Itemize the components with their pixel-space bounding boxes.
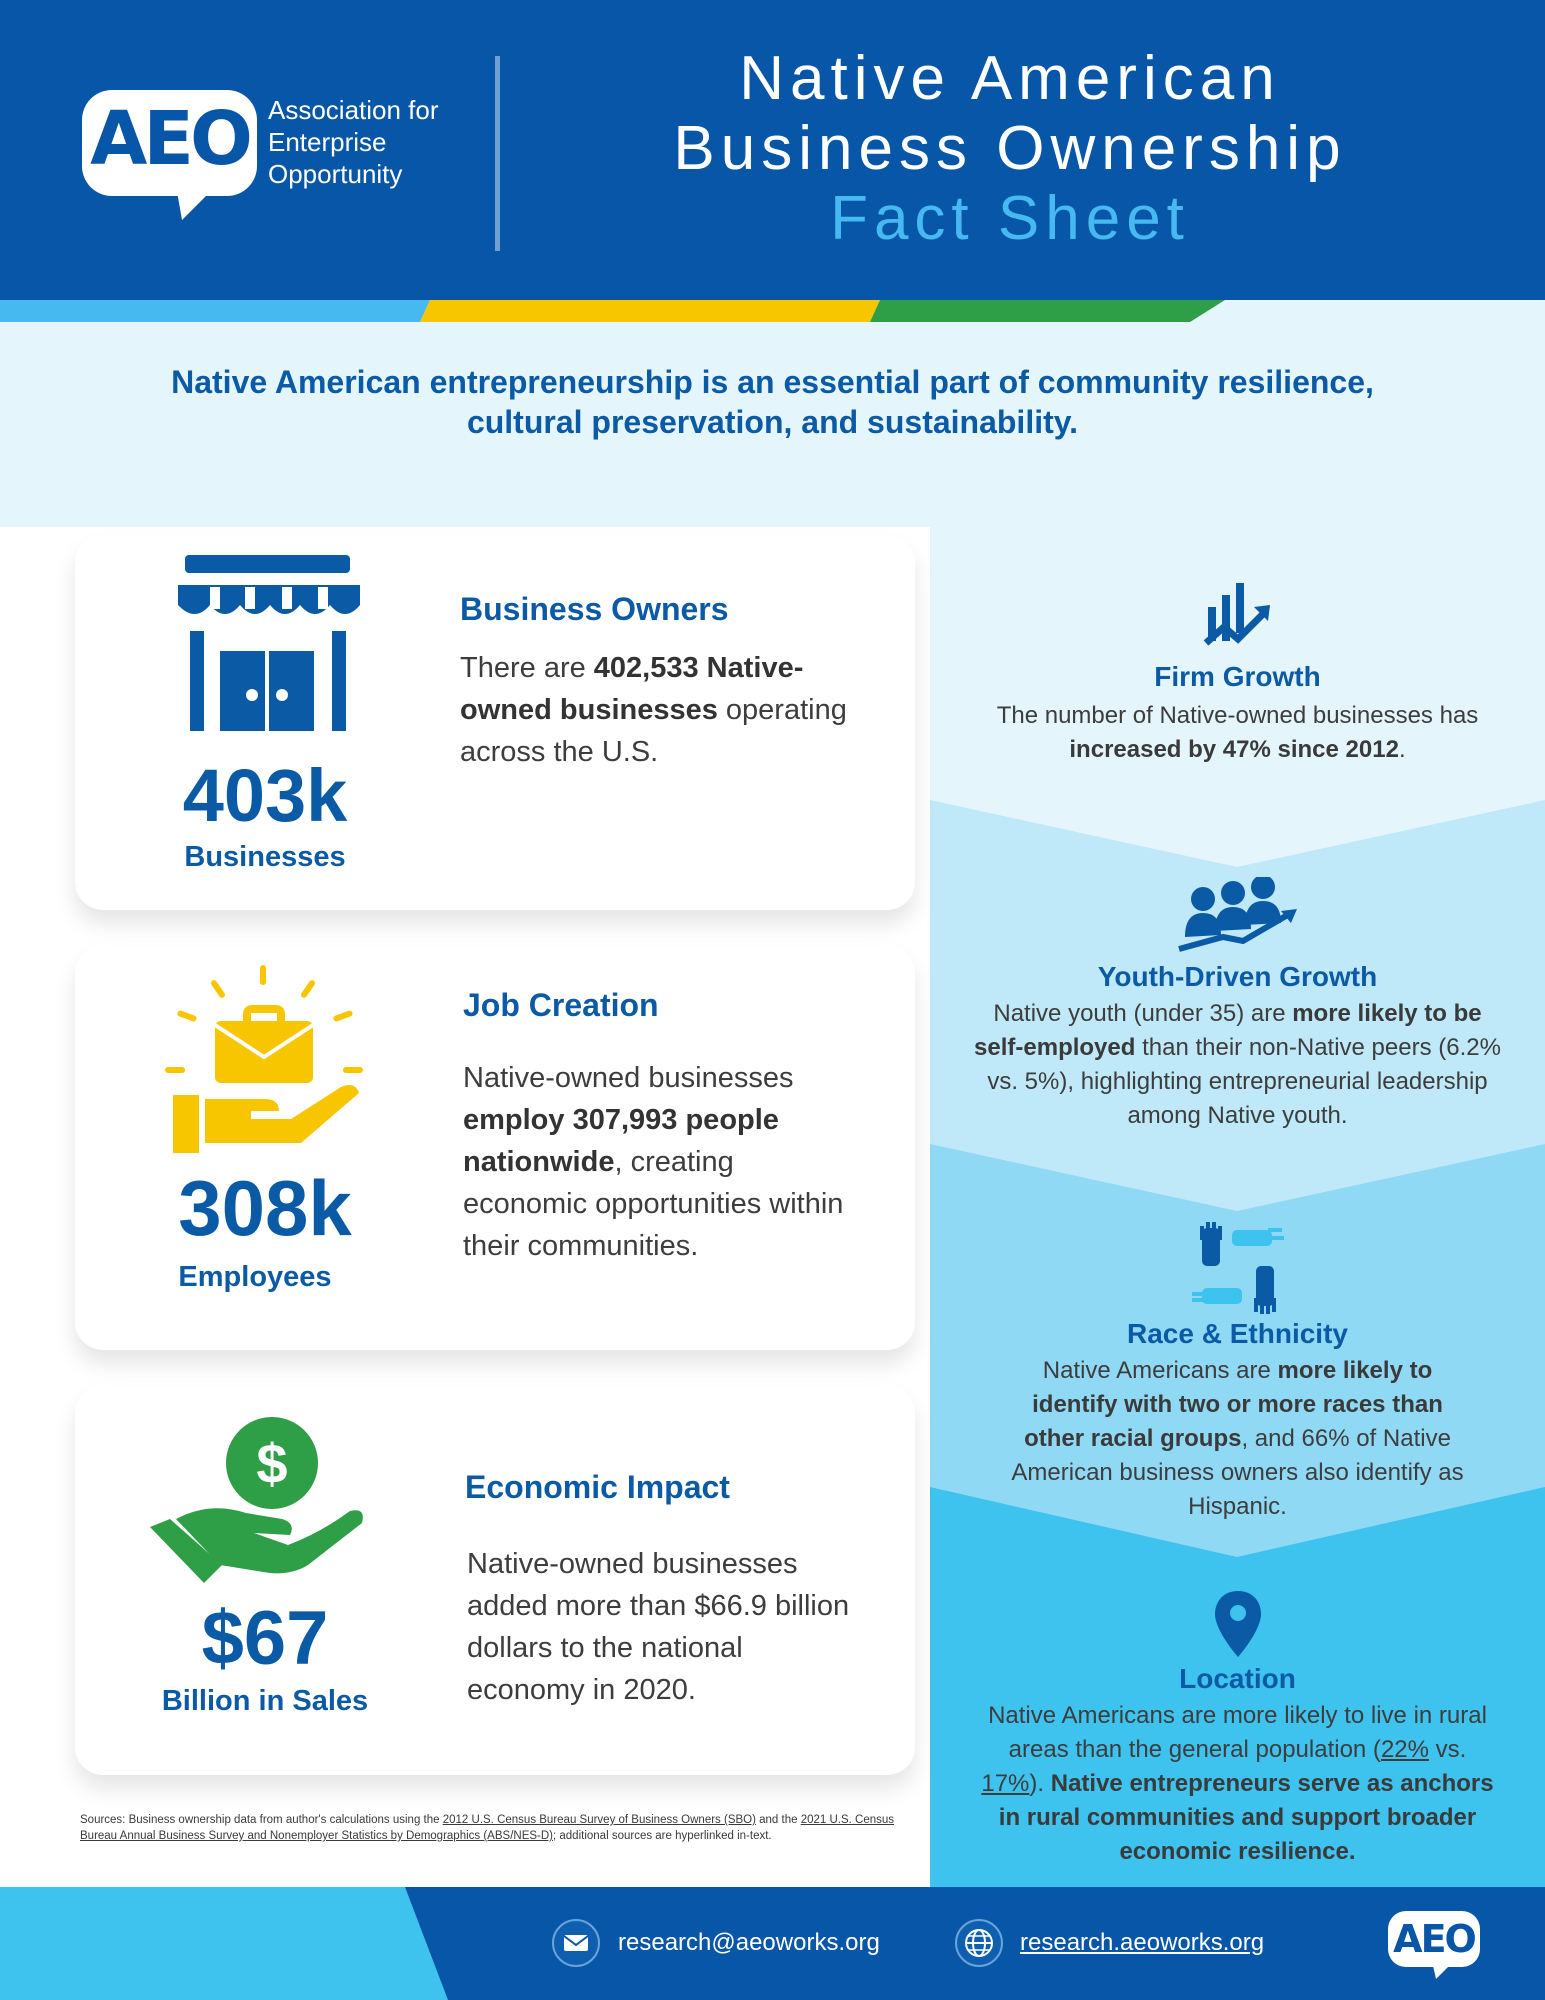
aeo-logo-tail bbox=[176, 186, 216, 220]
color-stripe bbox=[0, 300, 1545, 322]
firm-growth-title: Firm Growth bbox=[1154, 661, 1321, 692]
header bbox=[0, 0, 1545, 300]
business-count-label: Businesses bbox=[184, 841, 346, 873]
source-link-22[interactable]: 22% bbox=[1380, 1736, 1429, 1763]
org-name bbox=[268, 94, 439, 190]
svg-text:$: $ bbox=[256, 1432, 288, 1495]
location-panel bbox=[930, 1589, 1545, 1869]
growth-chart-icon bbox=[1198, 577, 1278, 657]
source-link-abs[interactable]: 2021 U.S. Census Bureau Annual Business Survey and Nonemployer Statistics by Demographics (ABS/NES-D) bbox=[80, 1814, 895, 1842]
title-line-3: Fact Sheet bbox=[830, 184, 1190, 253]
diverse-hands-icon bbox=[1192, 1222, 1284, 1314]
website-link[interactable]: research.aeoworks.org bbox=[1020, 1929, 1265, 1956]
firm-growth-panel bbox=[930, 577, 1545, 767]
org-name-line: Opportunity bbox=[268, 159, 403, 189]
globe-icon bbox=[955, 1919, 1003, 1967]
intro-line-2: cultural preservation, and sustainability. bbox=[466, 404, 1079, 440]
economic-impact-card bbox=[75, 1385, 915, 1775]
storefront-icon bbox=[170, 555, 370, 740]
source-link-17[interactable]: 17% bbox=[981, 1770, 1030, 1797]
source-link-sbo[interactable]: 2012 U.S. Census Bureau Survey of Business Owners (SBO) bbox=[442, 1814, 756, 1826]
economic-impact-title: Economic Impact bbox=[465, 1469, 730, 1505]
sales-amount: $67 bbox=[201, 1596, 329, 1681]
right-column bbox=[930, 527, 1545, 1887]
sales-amount-label: Billion in Sales bbox=[161, 1685, 369, 1717]
page-title bbox=[560, 44, 1460, 254]
title-line-2: Business Ownership bbox=[673, 114, 1347, 183]
business-owners-title: Business Owners bbox=[460, 591, 729, 627]
business-count: 403k bbox=[182, 754, 348, 837]
job-creation-title: Job Creation bbox=[463, 987, 659, 1023]
youth-growth-text: Native youth (under 35) are more likely to be self-employed than their non-Native peers (6.2% vs. 5%), highlighting entrepreneurial leadership among Native youth. bbox=[974, 1000, 1501, 1129]
footer-logo-text: AEO bbox=[1393, 1917, 1475, 1961]
employee-count-label: Employees bbox=[178, 1261, 332, 1293]
title-line-1: Native American bbox=[739, 44, 1281, 113]
email-link[interactable]: research@aeoworks.org bbox=[618, 1929, 880, 1956]
intro-line-1: Native American entrepreneurship is an essential part of community resilience, bbox=[171, 364, 1374, 400]
intro-band bbox=[0, 322, 1545, 527]
org-name-line: Association for bbox=[268, 95, 439, 125]
location-pin-icon bbox=[1212, 1589, 1264, 1659]
job-creation-card bbox=[75, 945, 915, 1350]
footer bbox=[0, 1887, 1545, 2000]
dollar-in-hand-icon bbox=[150, 1415, 370, 1595]
aeo-logo-text: AEO bbox=[90, 96, 249, 182]
business-owners-card bbox=[75, 535, 915, 910]
youth-growth-panel bbox=[930, 877, 1545, 1133]
header-divider bbox=[495, 56, 500, 251]
employee-count: 308k bbox=[178, 1164, 352, 1252]
org-name-line: Enterprise bbox=[268, 127, 387, 157]
race-ethnicity-title: Race & Ethnicity bbox=[1127, 1318, 1348, 1349]
youth-growth-title: Youth-Driven Growth bbox=[1097, 961, 1378, 992]
economic-impact-text: Native-owned businesses added more than $66.9 billion dollars to the national economy in 2020. bbox=[467, 1548, 850, 1706]
business-owners-text: There are 402,533 Native-owned businesses operating across the U.S. bbox=[460, 652, 847, 768]
firm-growth-text: The number of Native-owned businesses has increased by 47% since 2012. bbox=[996, 702, 1479, 763]
email-icon bbox=[552, 1919, 600, 1967]
footer-logo-tail bbox=[1432, 1961, 1454, 1979]
intro-statement bbox=[60, 362, 1485, 442]
sources-note: Sources: Business ownership data from author's calculations using the 2012 U.S. Census Bureau Survey of Business Owners (SBO) and the 2021 U.S. Census Bureau Annual Business Survey and Nonemployer Statistics by Demographics (ABS/NES-D); additional sources are hyperlinked in-text. bbox=[80, 1814, 895, 1842]
briefcase-in-hand-icon bbox=[155, 965, 375, 1165]
location-text: Native Americans are more likely to live in rural areas than the general population (22% vs. 17%). Native entrepreneurs serve as anchors in rural communities and support broader economic resilience. bbox=[981, 1702, 1494, 1865]
race-ethnicity-text: Native Americans are more likely to identify with two or more races than other racial groups, and 66% of Native American business owners also identify as Hispanic. bbox=[1011, 1357, 1464, 1520]
youth-growth-icon bbox=[1173, 877, 1303, 957]
job-creation-text: Native-owned businesses employ 307,993 people nationwide, creating economic opportunities within their communities. bbox=[463, 1062, 844, 1262]
location-title: Location bbox=[1179, 1663, 1296, 1694]
race-ethnicity-panel bbox=[930, 1222, 1545, 1524]
